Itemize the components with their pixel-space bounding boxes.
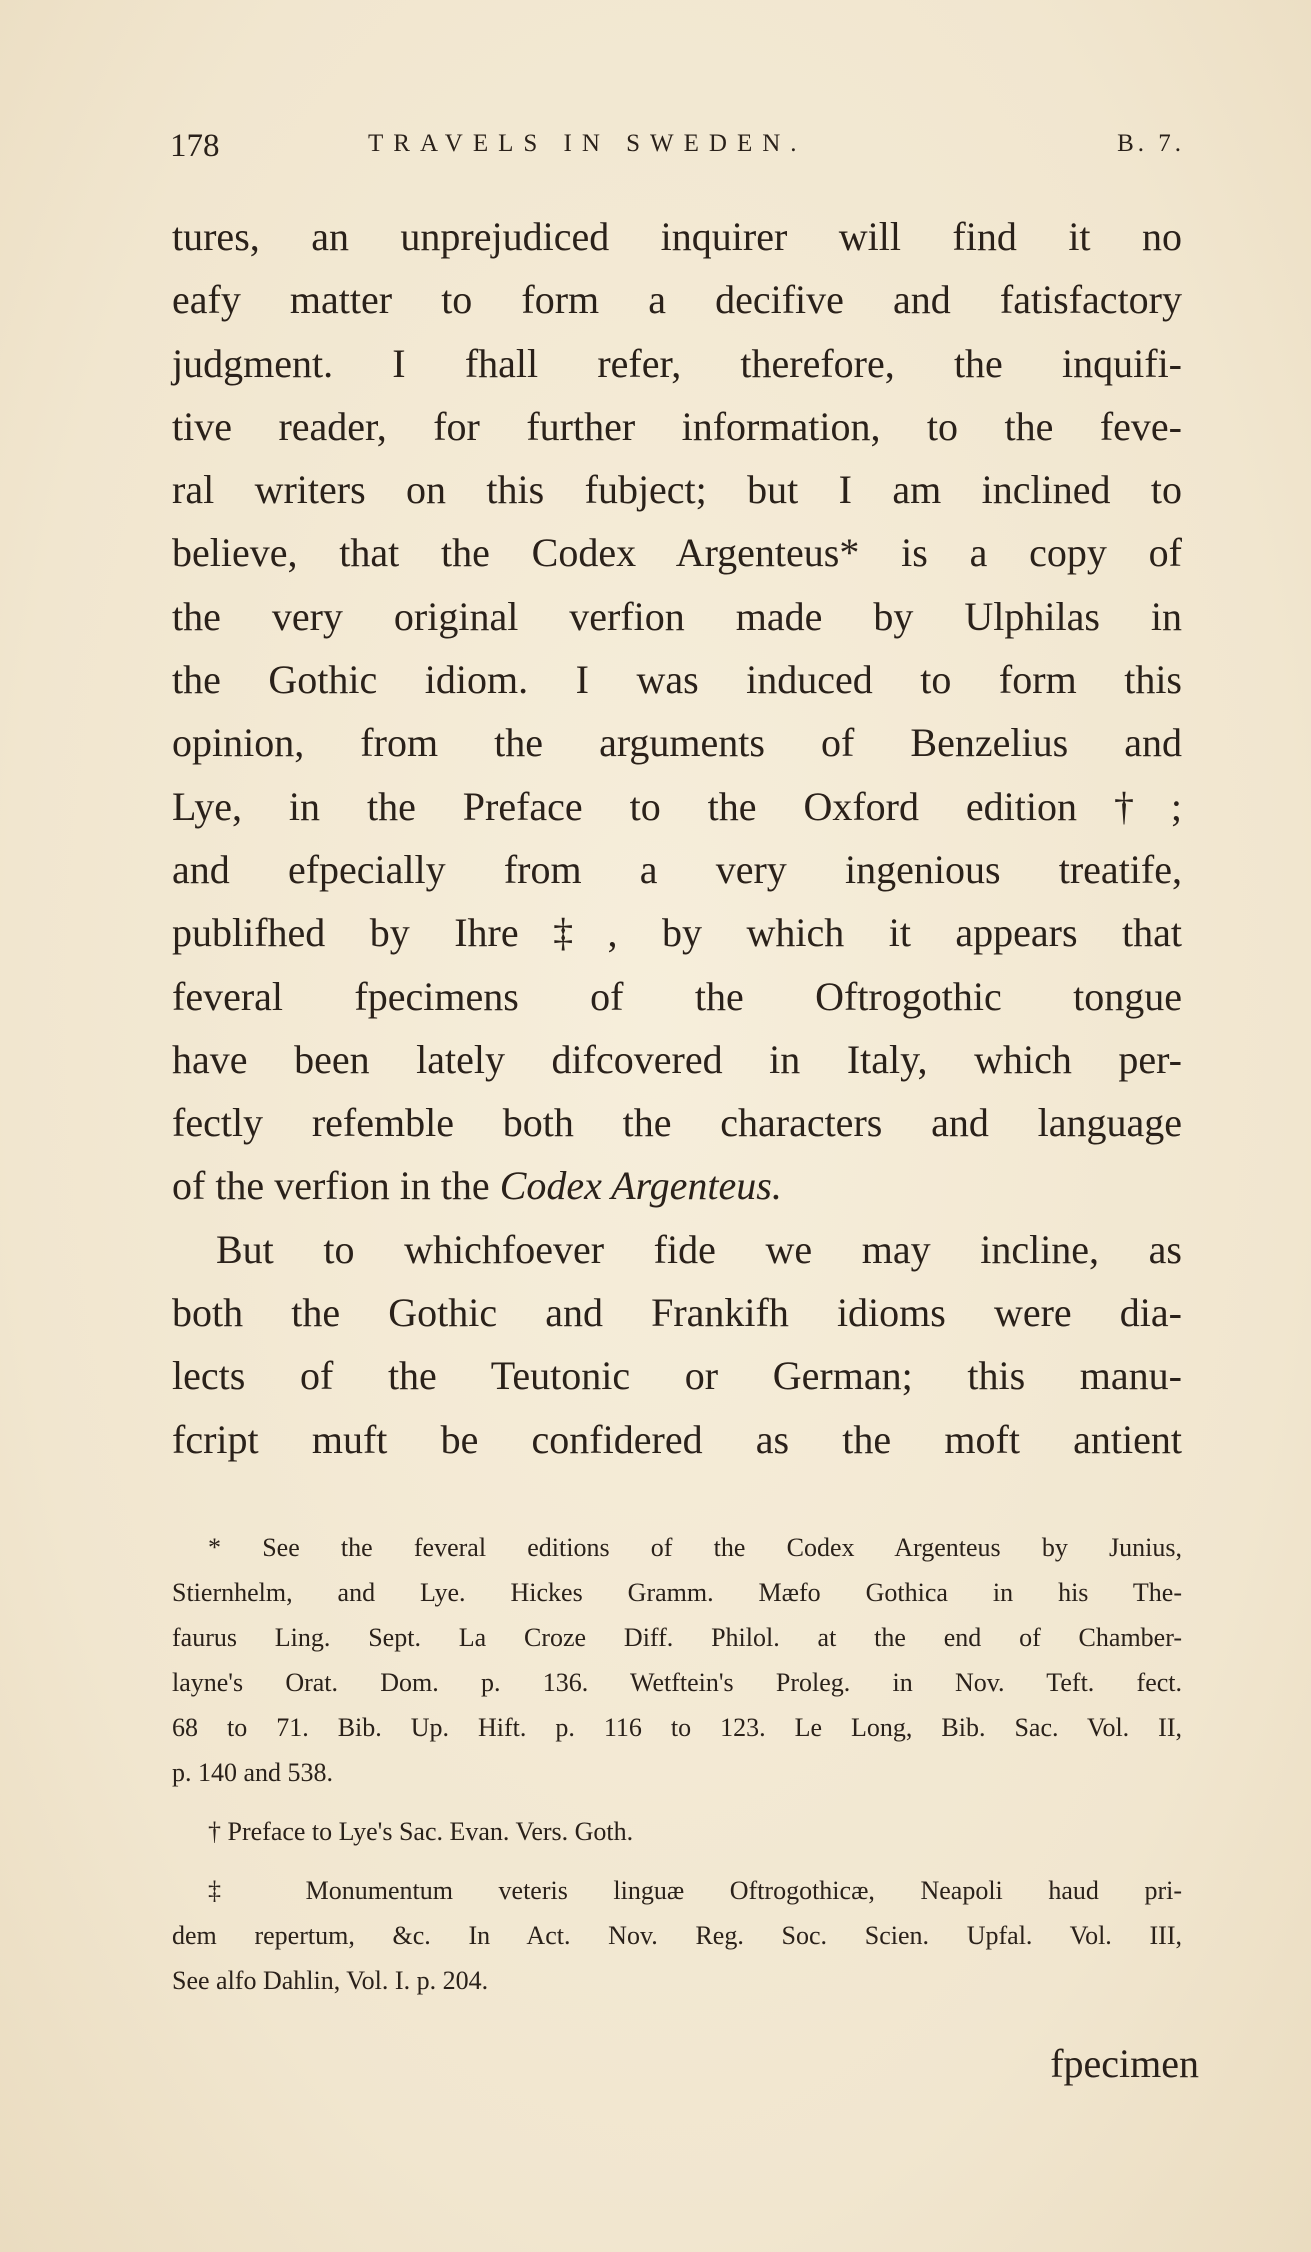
footnote-double-dagger-line: dem repertum, &c. In Act. Nov. Reg. Soc. Scien. Upfal. Vol. III, [172, 1921, 1182, 1950]
body-text [172, 205, 1182, 1471]
text-line: tive reader, for further information, to the feve- [172, 403, 1182, 449]
text-line-start: of the verfion in the [172, 1163, 500, 1209]
page-number: 178 [170, 128, 220, 164]
text-line: the Gothic idiom. I was induced to form this [172, 657, 1182, 703]
footnote-double-dagger-line: ‡ Monumentum veteris linguæ Oftrogothicæ, Neapoli haud pri- [208, 1876, 1182, 1905]
text-line: believe, that the Codex Argenteus* is a copy of [172, 530, 1182, 576]
book-number: B. 7. [1117, 130, 1185, 157]
text-line: ral writers on this fubject; but I am inclined to [172, 467, 1182, 513]
text-line: lects of the Teutonic or German; this manu- [172, 1353, 1182, 1399]
footnote-double-dagger-line: See alfo Dahlin, Vol. I. p. 204. [172, 1966, 489, 1995]
text-line: publifhed by Ihre‡, by which it appears that [172, 910, 1182, 956]
paragraph-start: But to whichfoever fide we may incline, as [216, 1226, 1182, 1272]
footnote-star-line: Stiernhelm, and Lye. Hickes Gramm. Mæfo Gothica in his The- [172, 1578, 1182, 1607]
footnotes [172, 1525, 1182, 2003]
text-line: the very original verfion made by Ulphilas in [172, 593, 1182, 639]
catchword: fpecimen [1050, 2041, 1199, 2086]
footnote-star-line: p. 140 and 538. [172, 1758, 334, 1787]
italic-title: Codex Argenteus. [499, 1163, 782, 1209]
text-line: and efpecially from a very ingenious treatife, [172, 846, 1182, 892]
text-line: eafy matter to form a decifive and fatisfactory [172, 277, 1182, 323]
footnote-star-line: faurus Ling. Sept. La Croze Diff. Philol. at the end of Chamber- [172, 1623, 1182, 1652]
text-line: opinion, from the arguments of Benzelius and [172, 720, 1182, 766]
running-header [170, 128, 1185, 178]
text-line: have been lately difcovered in Italy, which per- [172, 1036, 1182, 1082]
footnote-star-line: layne's Orat. Dom. p. 136. Wetftein's Proleg. in Nov. Teft. fect. [172, 1668, 1182, 1697]
running-title: TRAVELS IN SWEDEN. [368, 130, 807, 157]
text-line [172, 1154, 1182, 1217]
text-line: judgment. I fhall refer, therefore, the inquifi- [172, 340, 1182, 386]
text-line: feveral fpecimens of the Oftrogothic tongue [172, 973, 1182, 1019]
text-line: both the Gothic and Frankifh idioms were dia- [172, 1290, 1182, 1336]
text-line: tures, an unprejudiced inquirer will find it no [172, 214, 1182, 259]
footnote-star-line: * See the feveral editions of the Codex Argenteus by Junius, [208, 1533, 1182, 1562]
footnote-dagger: † Preface to Lye's Sac. Evan. Vers. Goth. [208, 1817, 634, 1846]
text-line: Lye, in the Preface to the Oxford edition†; [172, 783, 1182, 829]
text-line: fcript muft be confidered as the moft antient [172, 1416, 1182, 1462]
text-line: fectly refemble both the characters and language [172, 1100, 1182, 1146]
footnote-star-line: 68 to 71. Bib. Up. Hift. p. 116 to 123. Le Long, Bib. Sac. Vol. II, [172, 1713, 1182, 1742]
